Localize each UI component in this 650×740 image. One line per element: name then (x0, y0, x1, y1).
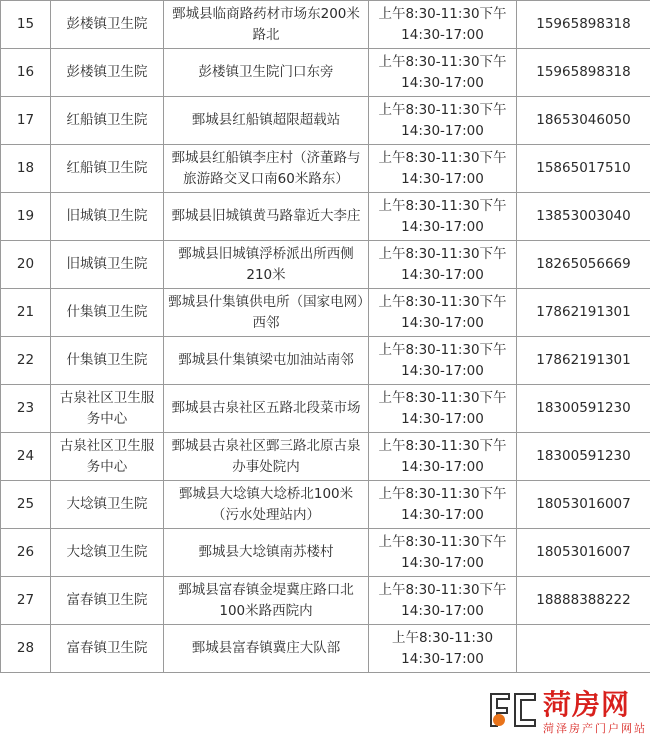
contact-phone: 18265056669 (517, 241, 650, 289)
clinic-address: 鄄城县旧城镇黄马路靠近大李庄 (164, 193, 369, 241)
row-number: 26 (1, 529, 51, 577)
hours-line-1: 上午8:30-11:30下午 (378, 437, 507, 454)
fc-logo-icon (487, 690, 539, 730)
row-number: 25 (1, 481, 51, 529)
row-number: 15 (1, 1, 51, 49)
table-row (1, 337, 650, 385)
service-hours (369, 49, 517, 97)
table-row (1, 97, 650, 145)
row-number: 23 (1, 385, 51, 433)
hours-line-1: 上午8:30-11:30下午 (378, 197, 507, 214)
hours-line-1: 上午8:30-11:30下午 (378, 101, 507, 118)
hours-line-1: 上午8:30-11:30下午 (378, 53, 507, 70)
row-number: 19 (1, 193, 51, 241)
table-row (1, 49, 650, 97)
watermark-subtitle: 菏泽房产门户网站 (543, 722, 647, 735)
clinic-address: 鄄城县旧城镇浮桥派出所西侧210米 (164, 241, 369, 289)
hours-line-2: 14:30-17:00 (401, 218, 484, 235)
clinic-address: 彭楼镇卫生院门口东旁 (164, 49, 369, 97)
hours-line-2: 14:30-17:00 (401, 554, 484, 571)
hours-line-2: 14:30-17:00 (401, 122, 484, 139)
hours-line-1: 上午8:30-11:30下午 (378, 533, 507, 550)
clinic-name: 旧城镇卫生院 (51, 241, 164, 289)
table-row (1, 529, 650, 577)
hours-line-2: 14:30-17:00 (401, 74, 484, 91)
service-hours (369, 289, 517, 337)
contact-phone: 17862191301 (517, 289, 650, 337)
contact-phone: 18300591230 (517, 385, 650, 433)
clinic-address: 鄄城县红船镇李庄村（济董路与旅游路交叉口南60米路东） (164, 145, 369, 193)
hours-line-2: 14:30-17:00 (401, 602, 484, 619)
clinic-address: 鄄城县大埝镇南苏楼村 (164, 529, 369, 577)
hours-line-2: 14:30-17:00 (401, 314, 484, 331)
clinic-address: 鄄城县什集镇梁屯加油站南邻 (164, 337, 369, 385)
service-hours (369, 433, 517, 481)
row-number: 28 (1, 625, 51, 673)
hours-line-2: 14:30-17:00 (401, 362, 484, 379)
table-row (1, 433, 650, 481)
clinic-name: 旧城镇卫生院 (51, 193, 164, 241)
clinic-address: 鄄城县临商路药材市场东200米路北 (164, 1, 369, 49)
row-number: 24 (1, 433, 51, 481)
row-number: 22 (1, 337, 51, 385)
clinic-name: 什集镇卫生院 (51, 289, 164, 337)
table-row (1, 577, 650, 625)
hours-line-2: 14:30-17:00 (401, 266, 484, 283)
hours-line-1: 上午8:30-11:30下午 (378, 581, 507, 598)
clinic-address: 鄄城县大埝镇大埝桥北100米（污水处理站内） (164, 481, 369, 529)
hours-line-2: 14:30-17:00 (401, 458, 484, 475)
service-hours (369, 385, 517, 433)
contact-phone: 15965898318 (517, 49, 650, 97)
clinic-name: 富春镇卫生院 (51, 625, 164, 673)
contact-phone: 18053016007 (517, 529, 650, 577)
table-row (1, 193, 650, 241)
service-hours (369, 145, 517, 193)
contact-phone: 17862191301 (517, 337, 650, 385)
clinic-name: 古泉社区卫生服务中心 (51, 433, 164, 481)
table-row (1, 289, 650, 337)
hours-line-1: 上午8:30-11:30下午 (378, 485, 507, 502)
hours-line-2: 14:30-17:00 (401, 506, 484, 523)
hours-line-1: 上午8:30-11:30下午 (378, 245, 507, 262)
contact-phone: 15865017510 (517, 145, 650, 193)
clinic-name: 大埝镇卫生院 (51, 529, 164, 577)
contact-phone: 18300591230 (517, 433, 650, 481)
service-hours (369, 337, 517, 385)
row-number: 17 (1, 97, 51, 145)
service-hours (369, 529, 517, 577)
hours-line-2: 14:30-17:00 (401, 170, 484, 187)
hours-line-1: 上午8:30-11:30下午 (378, 389, 507, 406)
row-number: 16 (1, 49, 51, 97)
hours-line-1: 上午8:30-11:30 (391, 629, 494, 646)
clinic-name: 富春镇卫生院 (51, 577, 164, 625)
service-hours (369, 241, 517, 289)
service-hours (369, 625, 517, 673)
clinic-name: 大埝镇卫生院 (51, 481, 164, 529)
table-row (1, 625, 650, 673)
row-number: 27 (1, 577, 51, 625)
clinic-address: 鄄城县什集镇供电所（国家电网）西邻 (164, 289, 369, 337)
contact-phone: 18053016007 (517, 481, 650, 529)
service-hours (369, 193, 517, 241)
row-number: 20 (1, 241, 51, 289)
clinic-name: 古泉社区卫生服务中心 (51, 385, 164, 433)
watermark-title: 菏房网 (543, 688, 631, 721)
service-hours (369, 97, 517, 145)
contact-phone: 15965898318 (517, 1, 650, 49)
service-hours (369, 577, 517, 625)
table-row (1, 145, 650, 193)
hours-line-1: 上午8:30-11:30下午 (378, 149, 507, 166)
hours-line-2: 14:30-17:00 (401, 410, 484, 427)
hours-line-2: 14:30-17:00 (401, 650, 484, 667)
table-body (1, 1, 650, 673)
hours-line-1: 上午8:30-11:30下午 (378, 293, 507, 310)
clinic-name: 红船镇卫生院 (51, 97, 164, 145)
contact-phone (517, 625, 650, 673)
hours-line-1: 上午8:30-11:30下午 (378, 5, 507, 22)
clinic-name: 什集镇卫生院 (51, 337, 164, 385)
contact-phone: 18653046050 (517, 97, 650, 145)
table-row (1, 1, 650, 49)
clinic-address: 鄄城县富春镇金堤冀庄路口北100米路西院内 (164, 577, 369, 625)
clinic-name: 彭楼镇卫生院 (51, 49, 164, 97)
hours-line-1: 上午8:30-11:30下午 (378, 341, 507, 358)
hours-line-2: 14:30-17:00 (401, 26, 484, 43)
clinic-address: 鄄城县红船镇超限超载站 (164, 97, 369, 145)
clinic-address: 鄄城县古泉社区五路北段菜市场 (164, 385, 369, 433)
table-row (1, 241, 650, 289)
row-number: 21 (1, 289, 51, 337)
table-row (1, 481, 650, 529)
service-hours (369, 1, 517, 49)
service-hours (369, 481, 517, 529)
clinic-address: 鄄城县古泉社区鄄三路北原古泉办事处院内 (164, 433, 369, 481)
clinic-name: 彭楼镇卫生院 (51, 1, 164, 49)
site-watermark (485, 686, 650, 740)
clinic-address: 鄄城县富春镇冀庄大队部 (164, 625, 369, 673)
table-row (1, 385, 650, 433)
row-number: 18 (1, 145, 51, 193)
contact-phone: 18888388222 (517, 577, 650, 625)
clinic-name: 红船镇卫生院 (51, 145, 164, 193)
contact-phone: 13853003040 (517, 193, 650, 241)
